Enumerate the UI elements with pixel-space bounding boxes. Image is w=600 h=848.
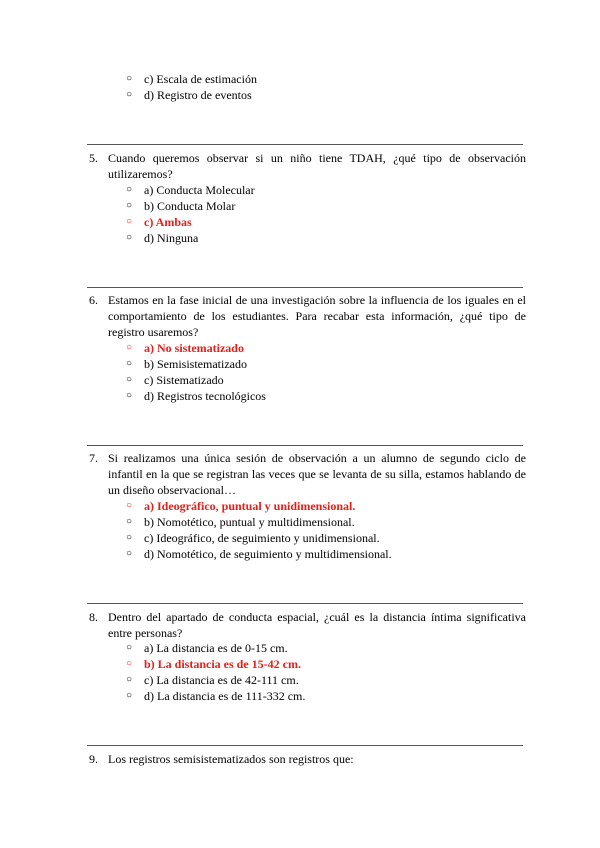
question-number: 5. [89,151,98,165]
option-item [0,230,600,246]
option-item [0,182,600,198]
option-text: d) La distancia es de 111-332 cm. [144,689,306,703]
question-text: Si realizamos una única sesión de observación a un alumno de segundo ciclo de infantil en la que se registran las veces que se levanta de su silla, estamos hablando de un diseño observacional… [108,451,526,497]
option-text: b) Nomotético, puntual y multidimensional. [144,515,355,529]
divider [87,445,523,446]
option-text: d) Ninguna [144,231,199,245]
option-text: b) Semisistematizado [144,357,247,371]
correct-option-item [0,656,600,672]
divider [87,144,523,145]
question-text: Los registros semisistematizados son registros que: [108,752,354,766]
circle-bullet-icon: ○ [126,358,133,369]
option-item [0,640,600,656]
option-text: a) Ideográfico, puntual y unidimensional. [144,499,356,513]
question-number: 9. [89,752,98,766]
option-text: a) Conducta Molecular [144,183,255,197]
circle-bullet-icon: ○ [126,516,133,527]
circle-bullet-icon: ○ [126,216,133,227]
divider [87,603,523,604]
option-text: c) La distancia es de 42-111 cm. [144,673,299,687]
option-list [0,71,600,103]
option-text: b) La distancia es de 15-42 cm. [144,657,301,671]
option-item [0,388,600,404]
circle-bullet-icon: ○ [126,548,133,559]
circle-bullet-icon: ○ [126,658,133,669]
option-item [0,356,600,372]
circle-bullet-icon: ○ [126,532,133,543]
divider [87,745,523,746]
question-text: Cuando queremos observar si un niño tiene TDAH, ¿qué tipo de observación utilizaremos? [108,151,526,181]
circle-bullet-icon: ○ [126,500,133,511]
option-item [0,198,600,214]
circle-bullet-icon: ○ [126,232,133,243]
circle-bullet-icon: ○ [126,73,133,84]
option-list [0,340,600,404]
option-item [0,672,600,688]
option-list [0,498,600,562]
option-text: c) Ambas [144,215,192,229]
question-text: Dentro del apartado de conducta espacial, ¿cuál es la distancia íntima significativa entre personas? [108,610,526,640]
circle-bullet-icon: ○ [126,642,133,653]
question-number: 7. [89,451,98,465]
option-list [0,640,600,704]
option-item [0,514,600,530]
question-number: 6. [89,293,98,307]
option-item [0,87,600,103]
circle-bullet-icon: ○ [126,690,133,701]
circle-bullet-icon: ○ [126,390,133,401]
circle-bullet-icon: ○ [126,674,133,685]
question-number: 8. [89,610,98,624]
option-item [0,372,600,388]
option-item [0,530,600,546]
option-text: d) Registros tecnológicos [144,389,266,403]
option-text: c) Escala de estimación [144,72,257,86]
option-text: b) Conducta Molar [144,199,236,213]
option-text: a) La distancia es de 0-15 cm. [144,641,288,655]
correct-option-item [0,340,600,356]
circle-bullet-icon: ○ [126,374,133,385]
circle-bullet-icon: ○ [126,342,133,353]
question-text: Estamos en la fase inicial de una investigación sobre la influencia de los iguales en el comportamiento de los estudiantes. Para recabar esta información, ¿qué tipo de registro usaremos? [108,293,526,339]
circle-bullet-icon: ○ [126,200,133,211]
correct-option-item [0,214,600,230]
option-text: a) No sistematizado [144,341,244,355]
option-text: d) Registro de eventos [144,88,252,102]
option-text: d) Nomotético, de seguimiento y multidimensional. [144,547,392,561]
correct-option-item [0,498,600,514]
option-item [0,688,600,704]
option-item [0,546,600,562]
option-text: c) Sistematizado [144,373,224,387]
divider [87,287,523,288]
circle-bullet-icon: ○ [126,89,133,100]
option-list [0,182,600,246]
option-text: c) Ideográfico, de seguimiento y unidimensional. [144,531,380,545]
option-item [0,71,600,87]
circle-bullet-icon: ○ [126,184,133,195]
